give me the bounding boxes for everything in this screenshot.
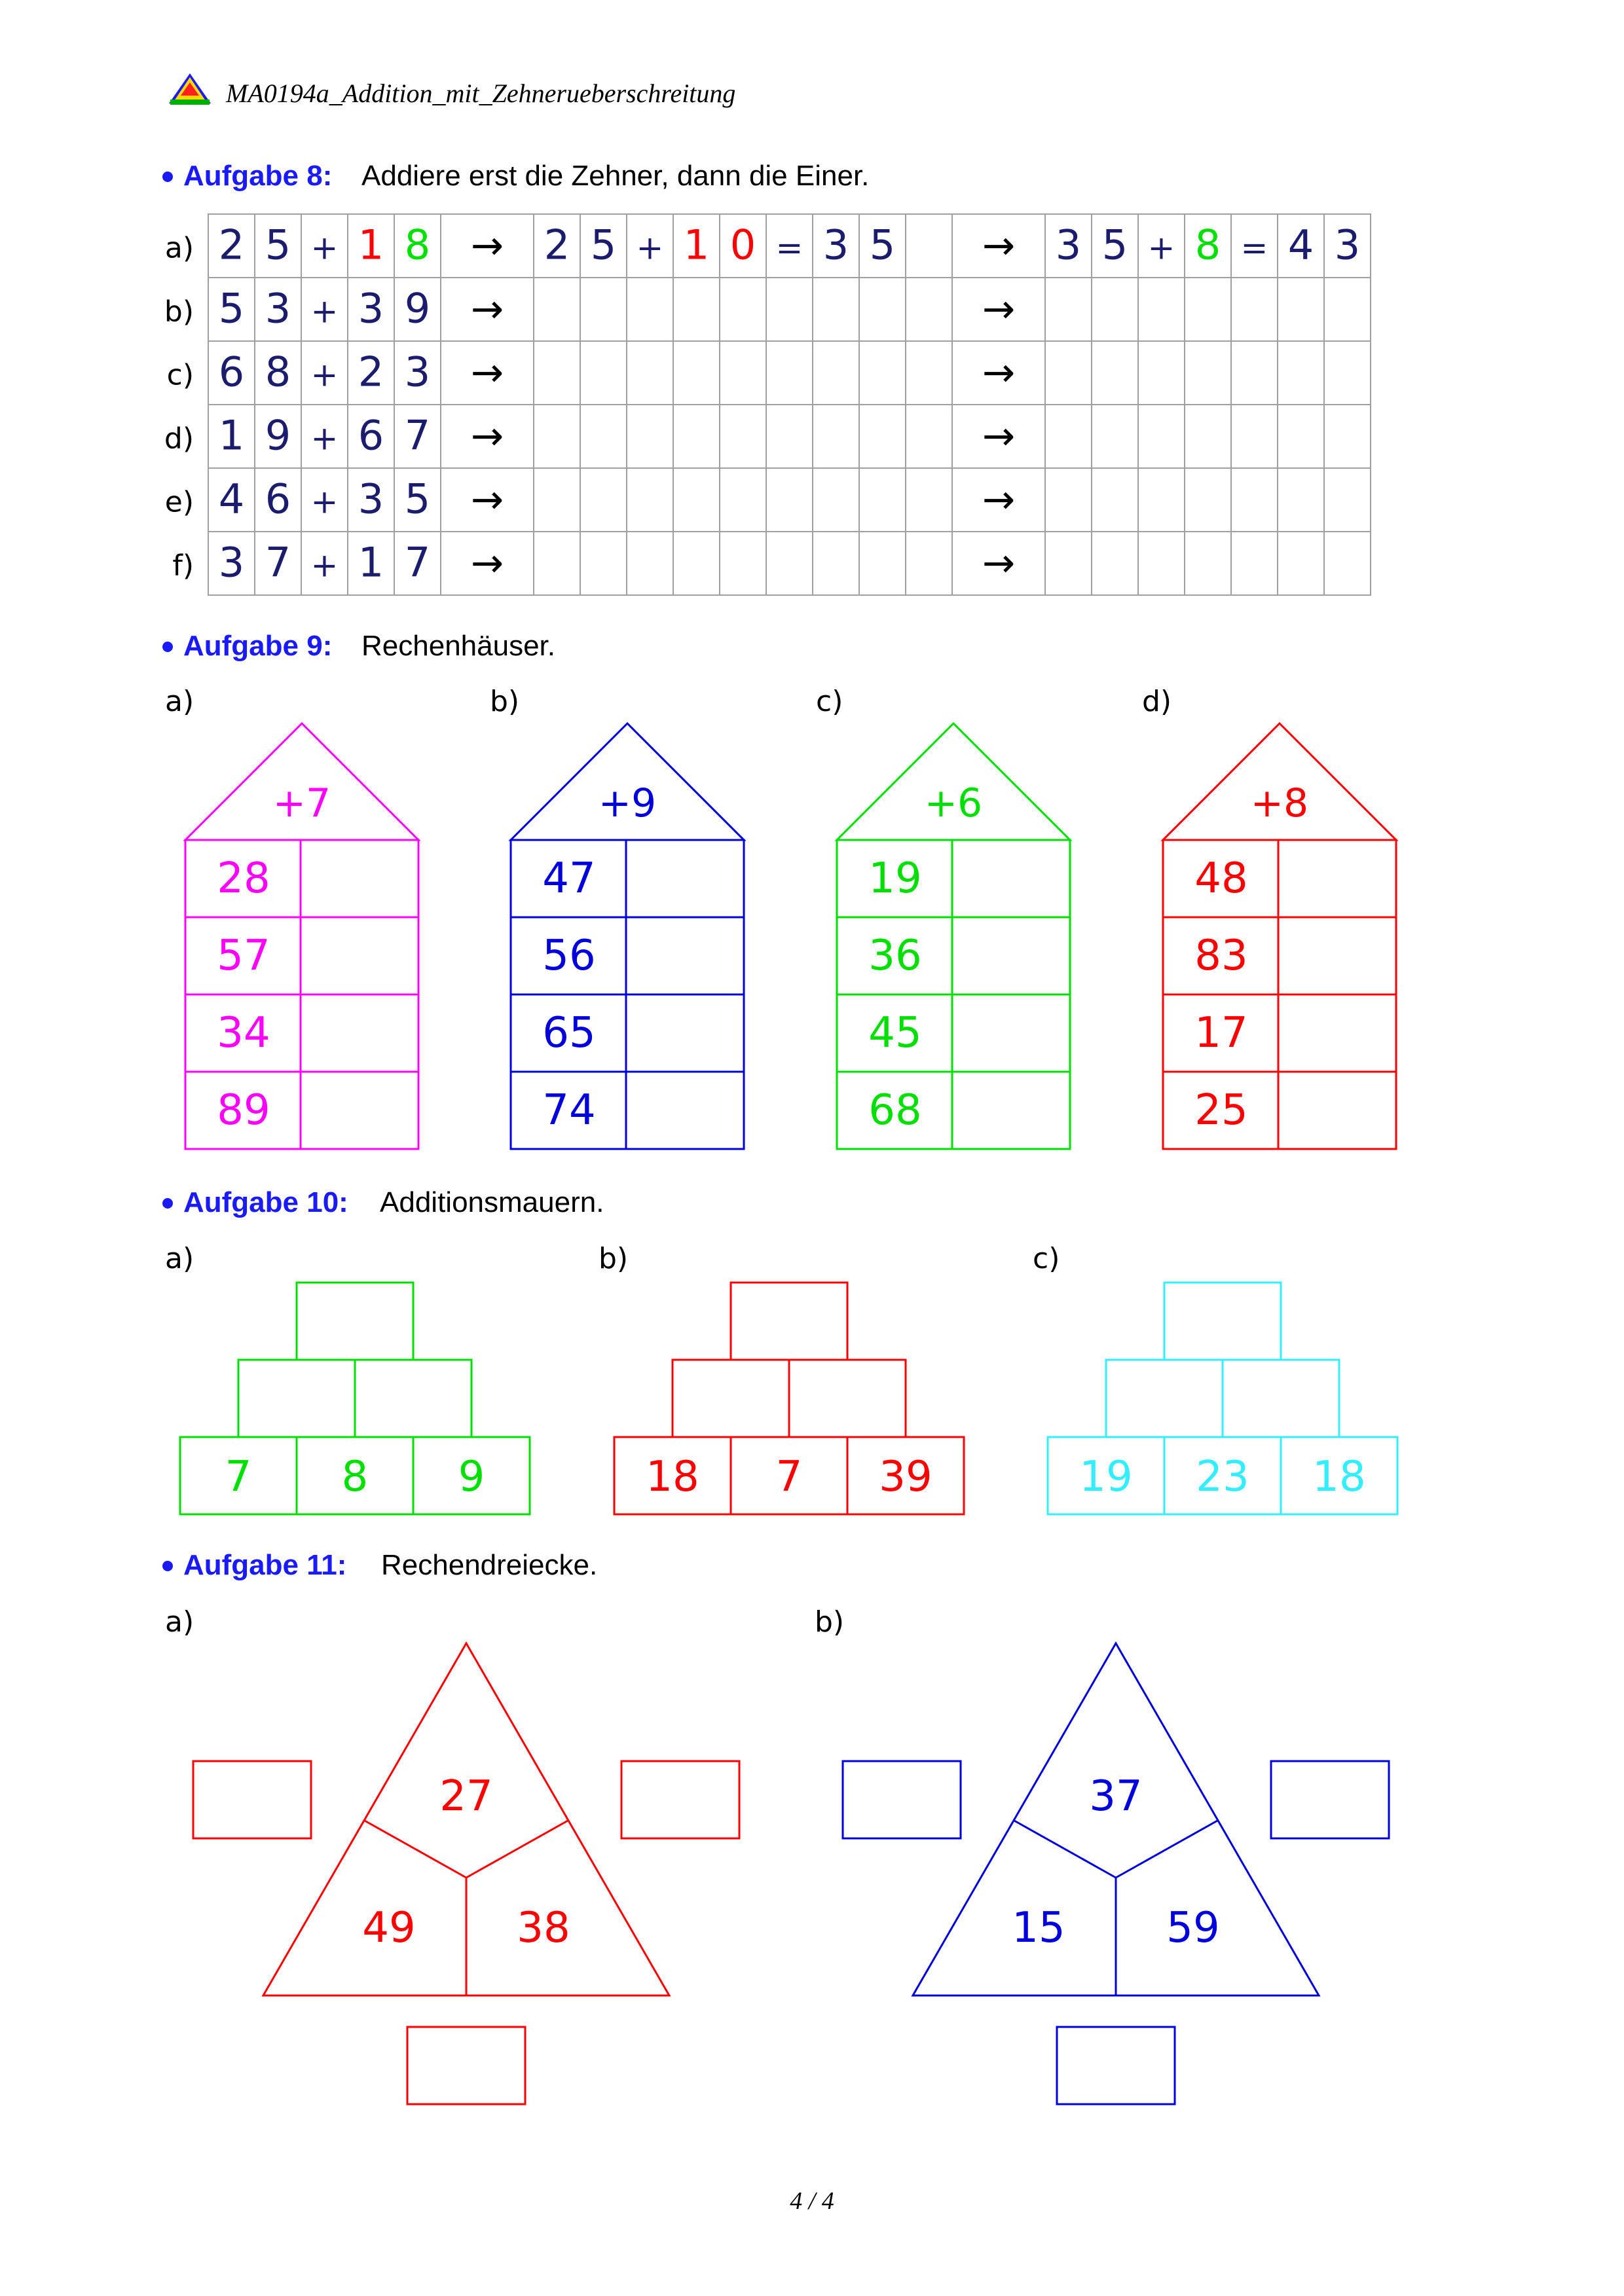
page-header bbox=[169, 73, 735, 108]
grid-cell[interactable] bbox=[813, 341, 859, 405]
house-letter: d) bbox=[1142, 685, 1172, 718]
calc-triangle bbox=[165, 1605, 739, 2104]
grid-cell[interactable] bbox=[627, 405, 673, 468]
grid-cell[interactable] bbox=[627, 468, 673, 532]
triangle-divider bbox=[1014, 1821, 1116, 1878]
operand-digit: 7 bbox=[404, 411, 431, 460]
task-8-label: Aufgabe 8: bbox=[183, 160, 333, 192]
house-answer-cell[interactable] bbox=[627, 1073, 741, 1148]
grid-cell[interactable] bbox=[1045, 468, 1092, 532]
arrow-icon: → bbox=[470, 413, 504, 460]
operand-digit: 3 bbox=[265, 284, 291, 333]
row-letter: d) bbox=[164, 422, 194, 456]
house-operator: +8 bbox=[1250, 780, 1309, 826]
document-title: MA0194a_Addition_mit_Zehnerueberschreitung bbox=[226, 79, 736, 108]
task-8-grid bbox=[164, 214, 1371, 595]
grid-cell[interactable] bbox=[627, 532, 673, 595]
house-answer-cell[interactable] bbox=[302, 841, 416, 916]
grid-cell[interactable] bbox=[720, 341, 766, 405]
grid-cell[interactable] bbox=[1231, 532, 1278, 595]
operand-digit: 6 bbox=[265, 475, 291, 523]
calc-triangle bbox=[815, 1605, 1389, 2104]
house-letter: c) bbox=[816, 685, 843, 718]
operand-digit: + bbox=[310, 546, 339, 585]
operand-digit: 6 bbox=[358, 411, 384, 460]
grid-cell[interactable] bbox=[1138, 532, 1185, 595]
house-answer-cell[interactable] bbox=[953, 1073, 1067, 1148]
triangle-top-value: 27 bbox=[439, 1772, 493, 1821]
grid-cell[interactable] bbox=[1278, 278, 1324, 341]
grid-cell[interactable] bbox=[1045, 532, 1092, 595]
task-9-instruction: Rechenhäuser. bbox=[361, 630, 555, 662]
arrow-icon: → bbox=[982, 477, 1016, 523]
calc-house bbox=[165, 685, 418, 1149]
grid-cell[interactable] bbox=[1138, 341, 1185, 405]
house-answer-cell[interactable] bbox=[627, 996, 741, 1070]
addition-wall bbox=[599, 1242, 964, 1514]
task-8-row bbox=[167, 341, 1371, 405]
house-value: 25 bbox=[1194, 1086, 1248, 1135]
task-9-section bbox=[162, 630, 1396, 1149]
grid-cell[interactable] bbox=[859, 532, 906, 595]
wall-brick-middle[interactable] bbox=[238, 1360, 355, 1437]
operand-digit: 8 bbox=[404, 221, 431, 269]
house-answer-cell[interactable] bbox=[627, 919, 741, 993]
grid-cell[interactable] bbox=[1231, 468, 1278, 532]
grid-cell[interactable] bbox=[906, 278, 952, 341]
grid-cell[interactable] bbox=[534, 341, 580, 405]
operand-digit: 9 bbox=[404, 284, 431, 333]
grid-cell[interactable] bbox=[580, 341, 627, 405]
task-9-houses bbox=[165, 685, 1396, 1149]
task-11-instruction: Rechendreiecke. bbox=[381, 1549, 598, 1581]
step1-digit: 5 bbox=[869, 221, 896, 269]
wall-brick-top[interactable] bbox=[731, 1283, 847, 1360]
house-operator: +6 bbox=[924, 780, 983, 826]
step2-digit: = bbox=[1240, 228, 1268, 267]
house-answer-cell[interactable] bbox=[1280, 919, 1393, 993]
step2-digit: 5 bbox=[1101, 221, 1128, 269]
step1-digit: = bbox=[775, 228, 803, 267]
grid-cell[interactable] bbox=[1278, 405, 1324, 468]
grid-cell[interactable] bbox=[673, 532, 720, 595]
wall-brick-middle[interactable] bbox=[789, 1360, 906, 1437]
task-8-row bbox=[165, 214, 1371, 278]
triangle-right-value: 38 bbox=[517, 1904, 570, 1952]
grid-cell[interactable] bbox=[859, 341, 906, 405]
house-value: 17 bbox=[1194, 1009, 1248, 1057]
grid-cell[interactable] bbox=[1324, 278, 1371, 341]
bullet-icon bbox=[162, 642, 173, 652]
bullet-icon bbox=[162, 1198, 173, 1209]
grid-cell[interactable] bbox=[673, 341, 720, 405]
operand-digit: 1 bbox=[218, 411, 245, 460]
grid-cell[interactable] bbox=[766, 532, 813, 595]
step1-digit: 1 bbox=[683, 221, 710, 269]
step2-digit: 3 bbox=[1055, 221, 1082, 269]
grid-cell[interactable] bbox=[580, 278, 627, 341]
wall-base-value: 8 bbox=[341, 1453, 369, 1501]
grid-cell[interactable] bbox=[627, 278, 673, 341]
house-value: 68 bbox=[868, 1086, 922, 1135]
grid-cell[interactable] bbox=[580, 405, 627, 468]
task-8-row bbox=[164, 278, 1371, 341]
house-answer-cell[interactable] bbox=[1280, 841, 1393, 916]
triangle-answer-left[interactable] bbox=[843, 1761, 961, 1838]
arrow-icon: → bbox=[982, 540, 1016, 587]
grid-cell[interactable] bbox=[627, 341, 673, 405]
grid-cell[interactable] bbox=[1045, 341, 1092, 405]
step1-digit: 3 bbox=[822, 221, 849, 269]
grid-cell[interactable] bbox=[1278, 532, 1324, 595]
triangle-letter: b) bbox=[815, 1605, 845, 1639]
grid-cell[interactable] bbox=[1138, 405, 1185, 468]
task-8-row bbox=[165, 468, 1371, 532]
grid-cell[interactable] bbox=[1324, 532, 1371, 595]
grid-cell[interactable] bbox=[766, 468, 813, 532]
task-10-section bbox=[162, 1186, 1397, 1514]
grid-cell[interactable] bbox=[673, 468, 720, 532]
wall-base-value: 39 bbox=[879, 1453, 932, 1501]
triangle-answer-bottom[interactable] bbox=[407, 2027, 525, 2104]
wall-base-value: 18 bbox=[1312, 1453, 1366, 1501]
task-10-instruction: Additionsmauern. bbox=[380, 1186, 604, 1218]
triangle-answer-right[interactable] bbox=[1271, 1761, 1389, 1838]
house-operator: +9 bbox=[598, 780, 657, 826]
arrow-icon: → bbox=[470, 350, 504, 396]
house-value: 57 bbox=[217, 932, 270, 980]
bullet-icon bbox=[162, 1561, 173, 1571]
grid-cell[interactable] bbox=[1092, 341, 1138, 405]
grid-cell[interactable] bbox=[1231, 405, 1278, 468]
wall-base-value: 9 bbox=[458, 1453, 485, 1501]
row-letter: e) bbox=[164, 485, 194, 519]
calc-house bbox=[1142, 685, 1396, 1149]
row-letter: c) bbox=[166, 358, 194, 392]
addition-wall bbox=[1033, 1242, 1397, 1514]
house-value: 34 bbox=[217, 1009, 270, 1057]
house-value: 45 bbox=[868, 1009, 922, 1057]
triangle-divider bbox=[466, 1821, 568, 1878]
triangle-divider bbox=[365, 1821, 466, 1878]
operand-digit: + bbox=[310, 228, 339, 267]
grid-cell[interactable] bbox=[673, 405, 720, 468]
task-11-section bbox=[162, 1549, 1389, 2104]
operand-digit: 5 bbox=[265, 221, 291, 269]
row-letter: f) bbox=[172, 549, 194, 583]
grid-cell[interactable] bbox=[1045, 405, 1092, 468]
grid-cell[interactable] bbox=[580, 532, 627, 595]
house-value: 19 bbox=[868, 854, 922, 903]
task-8-row bbox=[164, 405, 1371, 468]
operand-digit: 5 bbox=[404, 475, 431, 523]
wall-base-value: 7 bbox=[775, 1453, 803, 1501]
grid-cell[interactable] bbox=[813, 405, 859, 468]
grid-cell[interactable] bbox=[1324, 468, 1371, 532]
wall-base-value: 7 bbox=[225, 1453, 252, 1501]
operand-digit: 8 bbox=[265, 348, 291, 396]
grid-cell[interactable] bbox=[673, 278, 720, 341]
operand-digit: 4 bbox=[218, 475, 245, 523]
school-logo-icon bbox=[169, 73, 211, 105]
grid-cell[interactable] bbox=[1278, 341, 1324, 405]
task-11-label: Aufgabe 11: bbox=[183, 1549, 347, 1581]
house-answer-cell[interactable] bbox=[302, 919, 416, 993]
operand-digit: 9 bbox=[265, 411, 291, 460]
triangle-right-value: 59 bbox=[1166, 1904, 1220, 1952]
grid-cell[interactable] bbox=[720, 532, 766, 595]
triangle-left-value: 15 bbox=[1012, 1904, 1065, 1952]
grid-cell[interactable] bbox=[1138, 468, 1185, 532]
triangle-answer-right[interactable] bbox=[621, 1761, 739, 1838]
house-operator: +7 bbox=[272, 780, 331, 826]
arrow-icon: → bbox=[982, 223, 1016, 269]
grid-cell[interactable] bbox=[1045, 278, 1092, 341]
wall-brick-top[interactable] bbox=[297, 1283, 413, 1360]
task-11-triangles bbox=[165, 1605, 1389, 2104]
step1-digit: 2 bbox=[544, 221, 570, 269]
grid-cell[interactable] bbox=[766, 405, 813, 468]
operand-digit: 1 bbox=[358, 221, 384, 269]
grid-cell[interactable] bbox=[720, 405, 766, 468]
wall-letter: b) bbox=[599, 1242, 629, 1275]
step1-digit: 5 bbox=[590, 221, 617, 269]
grid-cell[interactable] bbox=[534, 468, 580, 532]
triangle-left-value: 49 bbox=[362, 1904, 416, 1952]
grid-cell[interactable] bbox=[1138, 278, 1185, 341]
task-9-label: Aufgabe 9: bbox=[183, 630, 333, 662]
calc-house bbox=[816, 685, 1070, 1149]
grid-cell[interactable] bbox=[766, 341, 813, 405]
grid-cell[interactable] bbox=[1185, 532, 1231, 595]
operand-digit: + bbox=[310, 483, 339, 521]
triangle-answer-bottom[interactable] bbox=[1057, 2027, 1175, 2104]
triangle-answer-left[interactable] bbox=[193, 1761, 311, 1838]
task-8-instruction: Addiere erst die Zehner, dann die Einer. bbox=[361, 160, 870, 192]
operand-digit: 2 bbox=[358, 348, 384, 396]
step2-digit: + bbox=[1147, 228, 1175, 267]
triangle-top-value: 37 bbox=[1089, 1772, 1143, 1821]
grid-cell[interactable] bbox=[1092, 405, 1138, 468]
operand-digit: 3 bbox=[358, 475, 384, 523]
grid-cell[interactable] bbox=[1185, 405, 1231, 468]
grid-cell[interactable] bbox=[906, 468, 952, 532]
step1-digit: 0 bbox=[729, 221, 756, 269]
grid-cell[interactable] bbox=[1324, 405, 1371, 468]
wall-brick-middle[interactable] bbox=[673, 1360, 789, 1437]
house-value: 74 bbox=[542, 1086, 596, 1135]
house-value: 56 bbox=[542, 932, 596, 980]
house-answer-cell[interactable] bbox=[953, 841, 1067, 916]
wall-brick-middle[interactable] bbox=[1106, 1360, 1223, 1437]
house-answer-cell[interactable] bbox=[953, 996, 1067, 1070]
task-10-label: Aufgabe 10: bbox=[183, 1186, 348, 1218]
wall-brick-top[interactable] bbox=[1164, 1283, 1281, 1360]
house-value: 83 bbox=[1194, 932, 1248, 980]
house-value: 47 bbox=[542, 854, 596, 903]
calc-house bbox=[490, 685, 744, 1149]
task-8-section bbox=[162, 160, 1371, 595]
wall-base-value: 23 bbox=[1196, 1453, 1249, 1501]
arrow-icon: → bbox=[470, 540, 504, 587]
grid-cell[interactable] bbox=[906, 341, 952, 405]
grid-cell[interactable] bbox=[859, 468, 906, 532]
arrow-icon: → bbox=[982, 286, 1016, 333]
arrow-icon: → bbox=[982, 413, 1016, 460]
arrow-icon: → bbox=[982, 350, 1016, 396]
operand-digit: + bbox=[310, 292, 339, 331]
grid-cell[interactable] bbox=[813, 278, 859, 341]
triangle-divider bbox=[1116, 1821, 1217, 1878]
operand-digit: 3 bbox=[358, 284, 384, 333]
addition-wall bbox=[165, 1242, 530, 1514]
wall-brick-middle[interactable] bbox=[1223, 1360, 1339, 1437]
grid-cell[interactable] bbox=[1185, 278, 1231, 341]
wall-letter: c) bbox=[1033, 1242, 1060, 1275]
step1-digit: + bbox=[636, 228, 664, 267]
grid-cell[interactable] bbox=[906, 532, 952, 595]
operand-digit: 6 bbox=[218, 348, 245, 396]
operand-digit: 5 bbox=[218, 284, 245, 333]
house-value: 36 bbox=[868, 932, 922, 980]
arrow-icon: → bbox=[470, 477, 504, 523]
grid-cell[interactable] bbox=[1231, 278, 1278, 341]
grid-cell[interactable] bbox=[859, 405, 906, 468]
triangle-letter: a) bbox=[165, 1605, 194, 1639]
house-letter: a) bbox=[165, 685, 194, 718]
operand-digit: 1 bbox=[358, 538, 384, 587]
operand-digit: 3 bbox=[218, 538, 245, 587]
house-value: 48 bbox=[1194, 854, 1248, 903]
grid-cell[interactable] bbox=[859, 278, 906, 341]
house-answer-cell[interactable] bbox=[627, 841, 741, 916]
grid-cell[interactable] bbox=[1092, 278, 1138, 341]
bullet-icon bbox=[162, 172, 173, 182]
grid-cell[interactable] bbox=[1231, 341, 1278, 405]
operand-digit: + bbox=[310, 355, 339, 394]
house-value: 65 bbox=[542, 1009, 596, 1057]
house-letter: b) bbox=[490, 685, 520, 718]
grid-cell[interactable] bbox=[813, 532, 859, 595]
operand-digit: 7 bbox=[265, 538, 291, 587]
grid-cell[interactable] bbox=[1185, 468, 1231, 532]
house-value: 28 bbox=[217, 854, 270, 903]
arrow-icon: → bbox=[470, 286, 504, 333]
wall-base-value: 19 bbox=[1079, 1453, 1133, 1501]
house-answer-cell[interactable] bbox=[302, 1073, 416, 1148]
row-letter: a) bbox=[164, 231, 194, 265]
arrow-icon: → bbox=[470, 223, 504, 269]
wall-brick-middle[interactable] bbox=[355, 1360, 471, 1437]
grid-cell[interactable] bbox=[1092, 532, 1138, 595]
operand-digit: 7 bbox=[404, 538, 431, 587]
step2-digit: 8 bbox=[1194, 221, 1221, 269]
grid-cell[interactable] bbox=[720, 278, 766, 341]
house-answer-cell[interactable] bbox=[953, 919, 1067, 993]
grid-cell[interactable] bbox=[534, 532, 580, 595]
row-letter: b) bbox=[164, 295, 194, 329]
grid-cell[interactable] bbox=[1092, 468, 1138, 532]
grid-cell[interactable] bbox=[766, 278, 813, 341]
grid-cell[interactable] bbox=[813, 468, 859, 532]
task-8-row bbox=[172, 532, 1371, 595]
house-answer-cell[interactable] bbox=[1280, 996, 1393, 1070]
operand-digit: 2 bbox=[218, 221, 245, 269]
grid-cell[interactable] bbox=[1185, 341, 1231, 405]
grid-cell[interactable] bbox=[906, 214, 952, 278]
grid-cell[interactable] bbox=[534, 278, 580, 341]
wall-letter: a) bbox=[165, 1242, 194, 1275]
grid-cell[interactable] bbox=[1278, 468, 1324, 532]
page-number: 4 / 4 bbox=[790, 2187, 834, 2215]
step2-digit: 3 bbox=[1334, 221, 1361, 269]
grid-cell[interactable] bbox=[906, 405, 952, 468]
wall-base-value: 18 bbox=[646, 1453, 699, 1501]
grid-cell[interactable] bbox=[720, 468, 766, 532]
house-answer-cell[interactable] bbox=[1280, 1073, 1393, 1148]
operand-digit: 3 bbox=[404, 348, 431, 396]
operand-digit: + bbox=[310, 419, 339, 458]
grid-cell[interactable] bbox=[1324, 341, 1371, 405]
house-answer-cell[interactable] bbox=[302, 996, 416, 1070]
task-10-walls bbox=[165, 1242, 1397, 1514]
grid-cell[interactable] bbox=[534, 405, 580, 468]
step2-digit: 4 bbox=[1287, 221, 1314, 269]
house-value: 89 bbox=[217, 1086, 270, 1135]
grid-cell[interactable] bbox=[580, 468, 627, 532]
